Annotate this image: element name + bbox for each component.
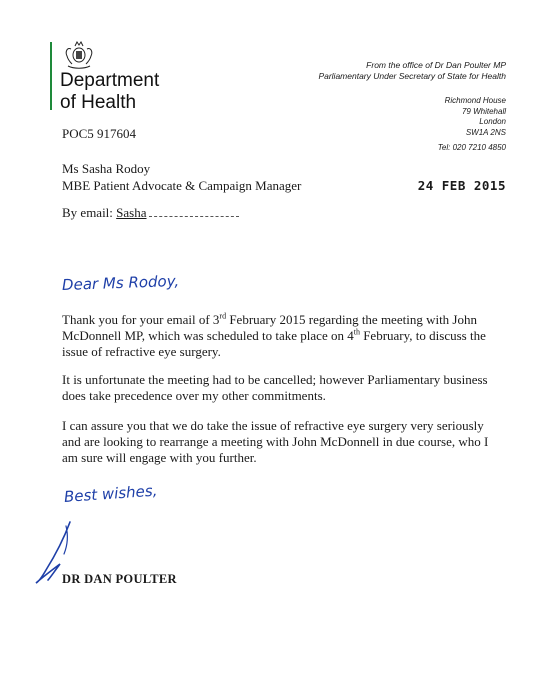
reference-number: POC5 917604 bbox=[62, 126, 137, 141]
p1-text-c: February, to discuss the issue of refractive eye surgery. bbox=[62, 328, 486, 359]
sign-off: Best wishes, bbox=[63, 481, 158, 506]
signatory-name: DR DAN POULTER bbox=[62, 572, 177, 586]
address-line-4: SW1A 2NS bbox=[465, 127, 506, 137]
telephone: Tel: 020 7210 4850 bbox=[437, 143, 506, 152]
recipient-block bbox=[62, 160, 301, 194]
royal-crest-icon bbox=[58, 38, 100, 70]
recipient-name: Ms Sasha Rodoy bbox=[62, 161, 151, 176]
email-label: By email: bbox=[62, 205, 113, 220]
brand-divider bbox=[50, 42, 52, 110]
paragraph-3: I can assure you that we do take the issue of refractive eye surgery very seriously and are looking to rearrange a meeting with John McDonnell in due course, who I am sure will engage with you further. bbox=[62, 418, 489, 465]
office-line-1: From the office of Dr Dan Poulter MP bbox=[366, 60, 506, 70]
address-line-3: London bbox=[479, 117, 506, 126]
department-name bbox=[60, 70, 159, 114]
p1-text-b: February 2015 regarding the meeting with John McDonnell MP, which was scheduled to take place on 4 bbox=[62, 312, 477, 343]
salutation: Dear Ms Rodoy, bbox=[61, 271, 180, 294]
office-of bbox=[318, 60, 506, 82]
recipient-title: MBE Patient Advocate & Campaign Manager bbox=[62, 178, 302, 193]
p1-sup-b: th bbox=[353, 327, 360, 337]
address-line-1: Richmond House bbox=[444, 96, 506, 105]
sender-address bbox=[445, 96, 506, 138]
address-line-2: 79 Whitehall bbox=[461, 106, 506, 116]
email-line bbox=[62, 205, 239, 221]
p1-sup-a: rd bbox=[219, 311, 227, 321]
department-line-1: Department bbox=[60, 70, 160, 91]
redacted-email bbox=[149, 208, 239, 217]
p1-text-a: Thank you for your email of 3 bbox=[62, 312, 220, 327]
email-address[interactable]: Sasha bbox=[116, 205, 147, 220]
paragraph-1 bbox=[62, 312, 502, 360]
office-line-2: Parliamentary Under Secretary of State for Health bbox=[318, 71, 506, 81]
department-line-2: of Health bbox=[60, 92, 137, 113]
date-stamp: 24 FEB 2015 bbox=[417, 178, 506, 193]
paragraph-2: It is unfortunate the meeting had to be cancelled; however Parliamentary business does take precedence over my other commitments. bbox=[62, 372, 488, 403]
